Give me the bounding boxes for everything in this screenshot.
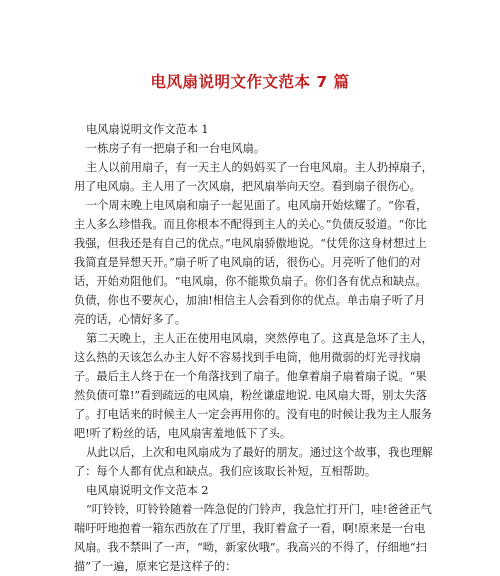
- document-title: 电风扇说明文作文范本 7 篇: [150, 73, 350, 91]
- section-heading-2: 电风扇说明文作文范本 2: [86, 484, 209, 497]
- paragraph: 一个周末晚上电风扇和扇子一起见面了。电风扇开始炫耀了。“你看，主人多么珍惜我。而且你根本不配得到主人的关心。”负债反驳道。“你比我强，但我还是有自己的优点。”电风扇骄傲地说。“仗凭你这身材想过上我简直是异想天开。”扇子听了电风扇的话，很伤心。月亮听了他们的对话，开始劝阻他们。“电风扇，你不能欺负扇子。你们各有优点和缺点。负债，你也不要灰心，加油!相信主人会看到你的优点。单击扇子听了月亮的话，心情好多了。: [74, 199, 428, 326]
- paragraph: “叮铃铃，叮铃铃随着一阵急促的门铃声，我急忙打开门，哇!爸爸正气喘吁吁地抱着一箱东西放在了厅里，我盯着盒子一看，啊!原来是一台电风扇。我不禁叫了一声，“呦，新家伙哦”。我高兴的不得了，仔细地“扫描”了一遍，原来它是这样子的：: [74, 503, 432, 573]
- paragraph: 一栋房子有一把扇子和一台电风扇。: [86, 142, 266, 155]
- document-body: [74, 120, 436, 576]
- paragraph: 主人以前用扇子，有一天主人的妈妈买了一台电风扇。主人扔掉扇子，用了电风扇。主人用了一次风扇，把风扇举向天空。看到扇子很伤心。: [74, 161, 433, 193]
- paragraph: 从此以后，上次和电风扇成为了最好的朋友。通过这个故事，我也理解了：每个人都有优点和缺点。我们应该取长补短，互相帮助。: [74, 446, 433, 478]
- section-heading-1: 电风扇说明文作文范本 1: [86, 123, 209, 136]
- paragraph: 第二天晚上，主人正在使用电风扇，突然停电了。这真是急坏了主人，这么热的天该怎么办主人好不容易找到手电筒，他用微弱的灯光寻找扇子。最后主人终于在一个角落找到了扇子。他拿着扇子扇着扇子说。“果然负债可靠!”看到疏远的电风扇，粉丝谦虚地说. 电风扇大哥，别太失落了。打电话来的时候主人一定会再用你的。没有电的时候让我为主人服务吧!听了粉丝的话，电风扇害羞地低下了头。: [74, 332, 433, 440]
